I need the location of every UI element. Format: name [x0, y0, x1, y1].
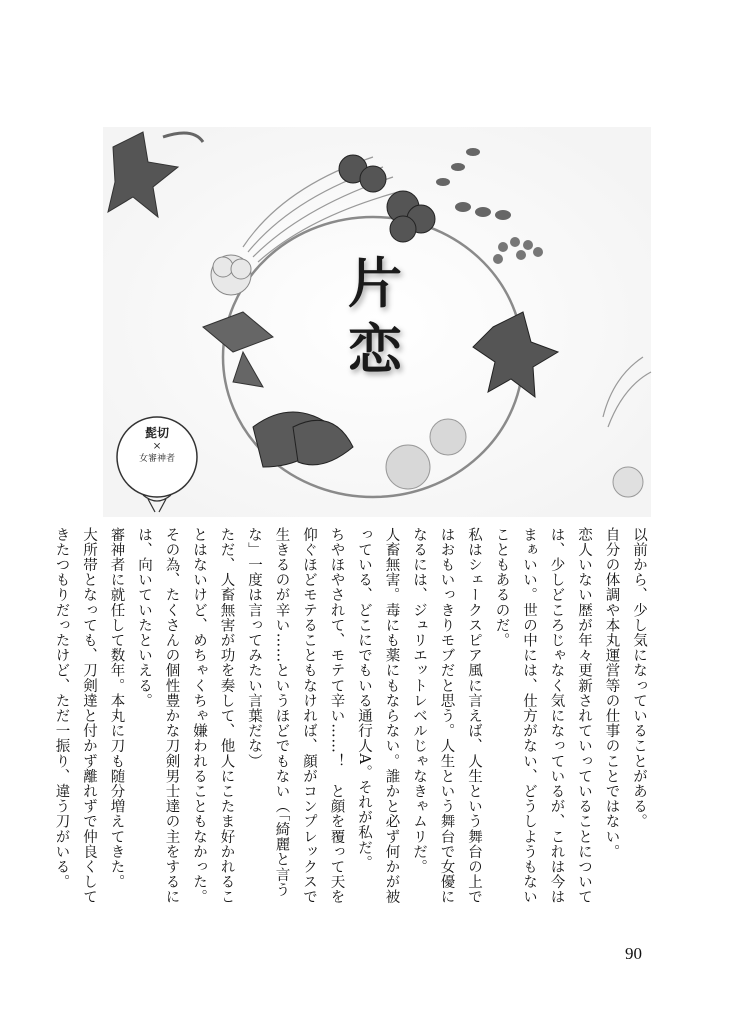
paragraph: 審神者に就任して数年。本丸に刀も随分増えてきた。: [108, 527, 125, 890]
badge-text: [117, 427, 197, 466]
vertical-text-body: [53, 527, 652, 919]
paragraph: 恋人いない歴が年々更新されていっていることについては、少しどころじゃなく気になっているが、これは今はまぁいい。世の中には、仕方がない、どうしようもないこともあるのだ。: [493, 527, 592, 905]
page-number: 90: [625, 944, 642, 963]
title-char-1: 片: [348, 251, 402, 315]
paragraph: ただ、人畜無害が功を奏して、他人にこたま好かれることはないけど、めちゃくちゃ嫌われることもなかった。その為、たくさんの個性豊かな刀剣男士達の主をするには、向いていたといえる。: [136, 527, 235, 905]
paragraph: 私はシェークスピア風に言えば、人生という舞台の上ではおもいっきりモブだと思う。人生という舞台で女優になるには、ジュリエットレベルじゃなきゃムリだ。: [411, 527, 482, 905]
paragraph: 自分の体調や本丸運営等の仕事のことではない。: [603, 527, 620, 860]
badge-name-2: 女審神者: [138, 454, 175, 464]
paragraph: 人畜無害。毒にも薬にもならない。誰かと必ず何かが被っている、どこにでもいる通行人A。それが私だ。: [356, 527, 400, 905]
paragraph: ちやほやされて、モテて辛い……！ と顔を覆って天を仰ぐほどモテることもなければ、顔がコンプレックスで生きるのが辛い……というほどでもない（「綺麗と言うな」一度は言ってみたい言葉だな）: [246, 527, 345, 905]
badge-cross: ×: [152, 440, 162, 452]
badge-name-1: 髭切: [144, 426, 169, 440]
paragraph: 以前から、少し気になっていることがある。: [631, 527, 647, 829]
paragraph: 大所帯となっても、刀剣達と付かず離れずで仲良くしてきたつもりだったけど、ただ一振り、違う刀がいる。: [53, 527, 97, 905]
title-char-2: 恋: [348, 317, 402, 381]
